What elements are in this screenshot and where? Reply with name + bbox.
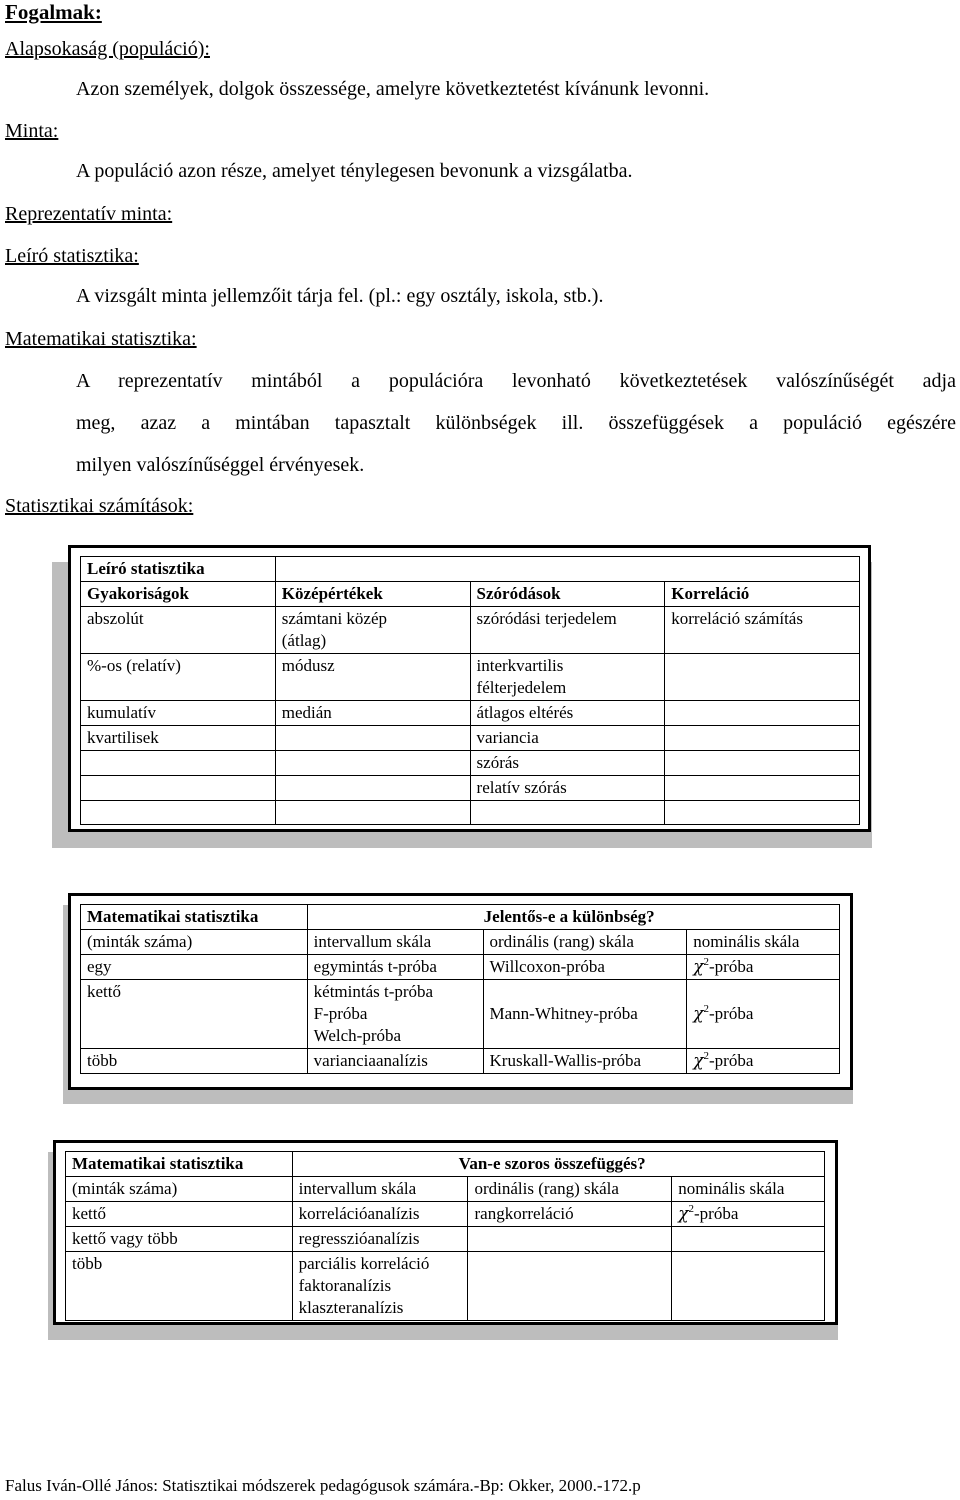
table-cell xyxy=(672,1227,825,1252)
table-cell: kettő vagy több xyxy=(66,1227,293,1252)
table-title: Leíró statisztika xyxy=(81,557,276,582)
table-cell xyxy=(275,557,859,582)
table-header-row xyxy=(81,582,860,607)
table-cell: rangkorreláció xyxy=(468,1202,672,1227)
table-cell: szórás xyxy=(470,751,665,776)
table-cell: több xyxy=(81,1049,308,1074)
column-header: (minták száma) xyxy=(81,930,308,955)
table-cell: regresszióanalízis xyxy=(292,1227,468,1252)
table-header-row xyxy=(81,930,840,955)
table-row xyxy=(81,726,860,751)
table-cell xyxy=(275,801,470,825)
math-stats-label: Matematikai statisztika: xyxy=(5,328,197,350)
test-name: -próba xyxy=(694,1204,739,1223)
page-heading: Fogalmak: xyxy=(5,0,102,24)
table-cell: kétmintás t-próba F-próba Welch-próba xyxy=(307,980,483,1049)
population-label: Alapsokaság (populáció): xyxy=(5,38,210,60)
table-cell: korreláció számítás xyxy=(665,607,860,654)
table-cell: variancia xyxy=(470,726,665,751)
table-row xyxy=(81,607,860,654)
column-header: Szóródások xyxy=(470,582,665,607)
table-cell: számtani közép (átlag) xyxy=(275,607,470,654)
sample-label: Minta: xyxy=(5,120,59,142)
column-header: Korreláció xyxy=(665,582,860,607)
test-name: -próba xyxy=(709,1051,754,1070)
table-row xyxy=(81,654,860,701)
table-cell: kvartilisek xyxy=(81,726,276,751)
table-row xyxy=(81,751,860,776)
table-row xyxy=(81,980,840,1049)
descriptive-stats-definition: A vizsgált minta jellemzőit tárja fel. (pl.: egy osztály, iskola, stb.). xyxy=(76,285,604,307)
representative-sample-label: Reprezentatív minta: xyxy=(5,203,173,225)
table-cell: korrelációanalízis xyxy=(292,1202,468,1227)
calculations-label: Statisztikai számítások: xyxy=(5,495,194,517)
column-header: nominális skála xyxy=(687,930,840,955)
table-cell xyxy=(275,751,470,776)
table-row xyxy=(81,1049,840,1074)
table-row xyxy=(81,557,860,582)
table-cell: Kruskall-Wallis-próba xyxy=(483,1049,687,1074)
table-row xyxy=(66,1152,825,1177)
table-row xyxy=(81,701,860,726)
chi-symbol: χ xyxy=(678,1204,689,1224)
column-header: (minták száma) xyxy=(66,1177,293,1202)
table-cell: Willcoxon-próba xyxy=(483,955,687,980)
table-question: Van-e szoros összefüggés? xyxy=(292,1152,824,1177)
table-cell xyxy=(665,654,860,701)
chi-symbol: χ xyxy=(693,957,704,977)
table-row xyxy=(66,1202,825,1227)
table-row xyxy=(81,801,860,825)
difference-test-table xyxy=(80,904,840,1074)
table-cell: szóródási terjedelem xyxy=(470,607,665,654)
column-header: intervallum skála xyxy=(307,930,483,955)
table-row xyxy=(81,905,840,930)
math-stats-definition-line1: A reprezentatív mintából a populációra levonható következtetések valószínűségét adja xyxy=(76,370,956,392)
table-cell xyxy=(665,726,860,751)
table-cell xyxy=(81,751,276,776)
table-cell xyxy=(672,1252,825,1321)
table-row xyxy=(66,1252,825,1321)
table-cell: módusz xyxy=(275,654,470,701)
superscript: 2 xyxy=(703,1050,709,1062)
table-cell: parciális korreláció faktoranalízis klaszteranalízis xyxy=(292,1252,468,1321)
column-header: nominális skála xyxy=(672,1177,825,1202)
table-cell: medián xyxy=(275,701,470,726)
column-header: ordinális (rang) skála xyxy=(483,930,687,955)
table-cell: egymintás t-próba xyxy=(307,955,483,980)
table-cell xyxy=(665,776,860,801)
table-cell xyxy=(665,751,860,776)
table-cell: relatív szórás xyxy=(470,776,665,801)
table-cell xyxy=(275,776,470,801)
superscript: 2 xyxy=(688,1203,695,1215)
table-title: Matematikai statisztika xyxy=(81,905,308,930)
chi-symbol: χ xyxy=(693,1051,704,1071)
association-test-table xyxy=(65,1151,825,1321)
table-cell xyxy=(665,801,860,825)
table-cell: Mann-Whitney-próba xyxy=(483,980,687,1049)
table-cell: varianciaanalízis xyxy=(307,1049,483,1074)
math-stats-definition-line3: milyen valószínűséggel érvényesek. xyxy=(76,454,365,476)
table-cell xyxy=(672,1202,825,1227)
table-cell xyxy=(81,776,276,801)
table-cell: abszolút xyxy=(81,607,276,654)
chi-symbol: χ xyxy=(693,1004,704,1024)
table-question: Jelentős-e a különbség? xyxy=(307,905,839,930)
table-cell xyxy=(665,701,860,726)
test-name: -próba xyxy=(709,957,754,976)
column-header: intervallum skála xyxy=(292,1177,468,1202)
table-cell: interkvartilis félterjedelem xyxy=(470,654,665,701)
table-title: Matematikai statisztika xyxy=(66,1152,293,1177)
descriptive-stats-table xyxy=(80,556,860,825)
sample-definition: A populáció azon része, amelyet ténylegesen bevonunk a vizsgálatba. xyxy=(76,160,633,182)
table-cell xyxy=(468,1227,672,1252)
table-row xyxy=(81,776,860,801)
math-stats-definition-line2: meg, azaz a mintában tapasztalt különbségek ill. összefüggések a populáció egészére xyxy=(76,412,956,434)
table-cell: kumulatív xyxy=(81,701,276,726)
table-cell: több xyxy=(66,1252,293,1321)
table-cell xyxy=(687,955,840,980)
column-header: Középértékek xyxy=(275,582,470,607)
column-header: ordinális (rang) skála xyxy=(468,1177,672,1202)
table-cell xyxy=(687,1049,840,1074)
population-definition: Azon személyek, dolgok összessége, amelyre következtetést kívánunk levonni. xyxy=(76,78,710,100)
table-row xyxy=(66,1227,825,1252)
table-cell xyxy=(468,1252,672,1321)
descriptive-stats-label: Leíró statisztika: xyxy=(5,245,139,267)
table-cell: kettő xyxy=(81,980,308,1049)
table-cell xyxy=(275,726,470,751)
test-name: -próba xyxy=(709,1004,754,1023)
table-cell: egy xyxy=(81,955,308,980)
table-cell xyxy=(470,801,665,825)
table-row xyxy=(81,955,840,980)
table-cell xyxy=(687,980,840,1049)
table-cell: %-os (relatív) xyxy=(81,654,276,701)
table-cell: átlagos eltérés xyxy=(470,701,665,726)
column-header: Gyakoriságok xyxy=(81,582,276,607)
superscript: 2 xyxy=(703,956,709,968)
superscript: 2 xyxy=(703,1003,709,1015)
table-cell: kettő xyxy=(66,1202,293,1227)
source-citation: Falus Iván-Ollé János: Statisztikai módszerek pedagógusok számára.-Bp: Okker, 2000.-172.p xyxy=(5,1476,641,1495)
table-cell xyxy=(81,801,276,825)
table-header-row xyxy=(66,1177,825,1202)
